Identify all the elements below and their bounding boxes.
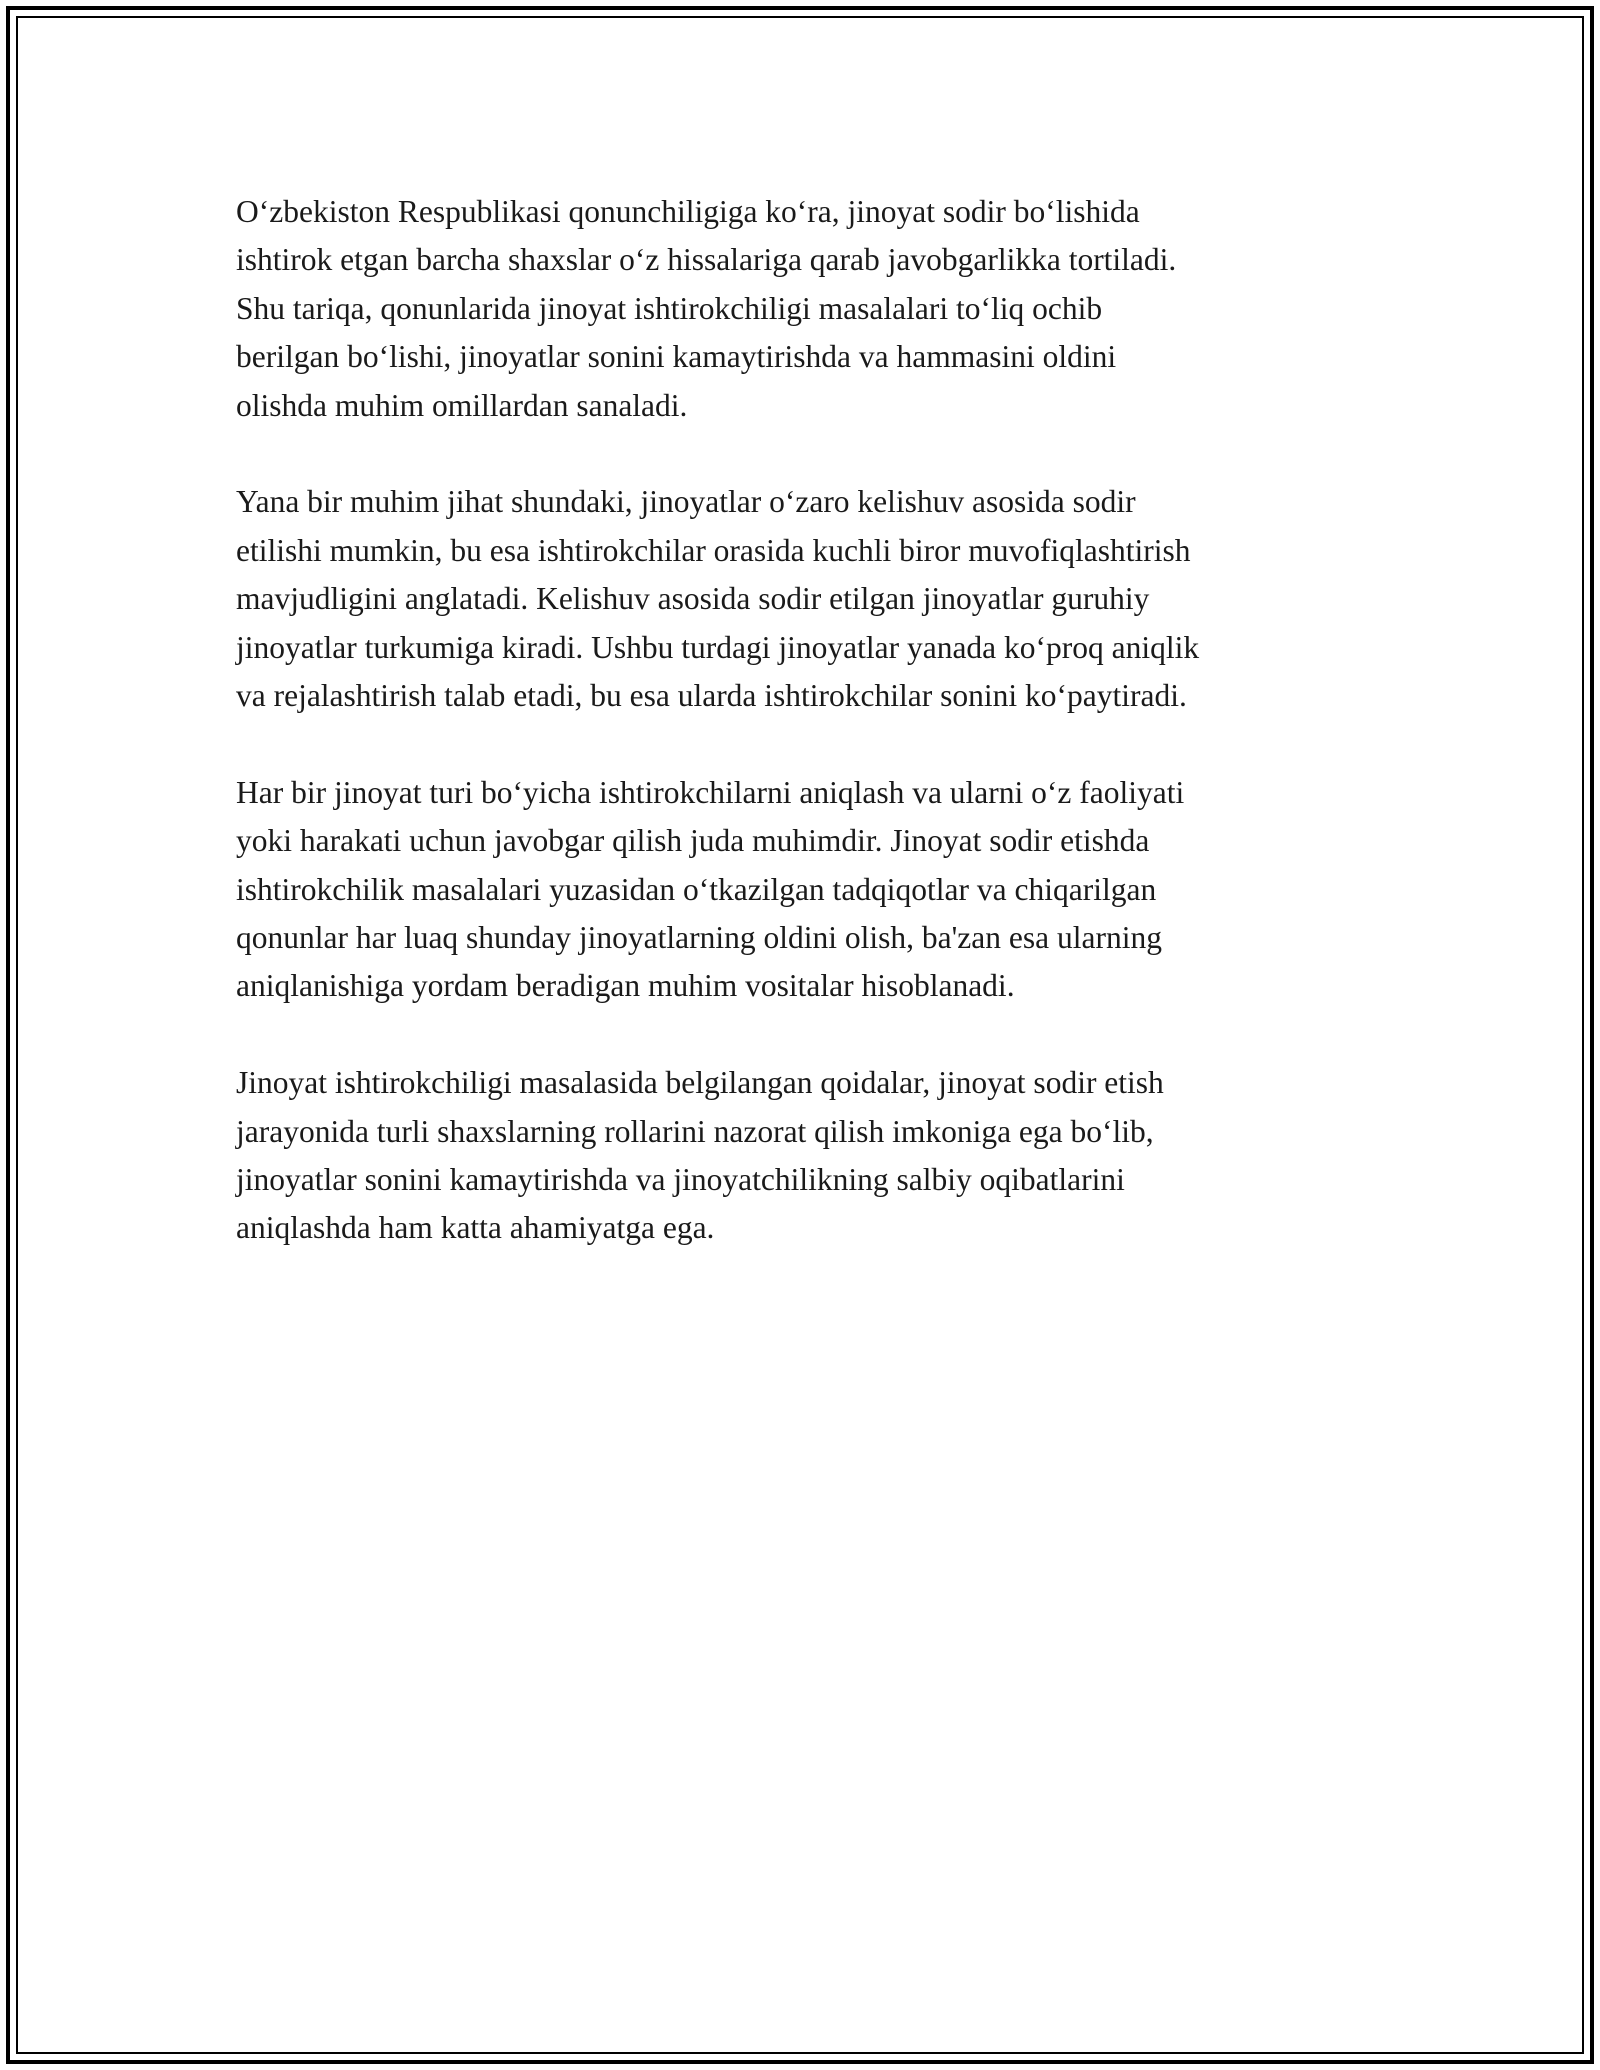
text-line: ishtirokchilik masalalari yuzasidan o‘tkazilgan tadqiqotlar va chiqarilgan (236, 871, 1157, 907)
text-line: jarayonida turli shaxslarning rollarini nazorat qilish imkoniga ega bo‘lib, (236, 1113, 1154, 1149)
text-line: yoki harakati uchun javobgar qilish juda muhimdir. Jinoyat sodir etishda (236, 823, 1150, 859)
text-line: Har bir jinoyat turi bo‘yicha ishtirokchilarni aniqlash va ularni o‘z faoliyati (236, 774, 1185, 810)
text-line: va rejalashtirish talab etadi, bu esa ularda ishtirokchilar sonini ko‘paytiradi. (236, 678, 1187, 714)
paragraph-4 (236, 1059, 1386, 1253)
text-line: olishda muhim omillardan sanaladi. (236, 387, 688, 423)
text-line: berilgan bo‘lishi, jinoyatlar sonini kamaytirishda va hammasini oldini (236, 339, 1117, 375)
text-line: Yana bir muhim jihat shundaki, jinoyatlar o‘zaro kelishuv asosida sodir (236, 484, 1136, 520)
text-line: aniqlanishiga yordam beradigan muhim vositalar hisoblanadi. (236, 968, 1015, 1004)
text-line: mavjudligini anglatadi. Kelishuv asosida sodir etilgan jinoyatlar guruhiy (236, 581, 1150, 617)
paragraph-1 (236, 188, 1386, 430)
text-line: Jinoyat ishtirokchiligi masalasida belgilangan qoidalar, jinoyat sodir etish (236, 1065, 1164, 1101)
text-line: etilishi mumkin, bu esa ishtirokchilar orasida kuchli biror muvofiqlashtirish (236, 532, 1191, 568)
text-line: O‘zbekiston Respublikasi qonunchiligiga ko‘ra, jinoyat sodir bo‘lishida (236, 194, 1140, 229)
paragraph-3 (236, 769, 1386, 1011)
text-line: jinoyatlar turkumiga kiradi. Ushbu turdagi jinoyatlar yanada ko‘proq aniqlik (236, 629, 1200, 665)
text-line: ishtirok etgan barcha shaxslar o‘z hissalariga qarab javobgarlikka tortiladi. (236, 242, 1177, 278)
document-body (236, 188, 1386, 1301)
text-line: aniqlashda ham katta ahamiyatga ega. (236, 1210, 715, 1246)
text-line: Shu tariqa, qonunlarida jinoyat ishtirokchiligi masalalari to‘liq ochib (236, 290, 1103, 326)
text-line: jinoyatlar sonini kamaytirishda va jinoyatchilikning salbiy oqibatlarini (236, 1162, 1125, 1198)
text-line: qonunlar har luaq shunday jinoyatlarning oldini olish, ba'zan esa ularning (236, 920, 1162, 956)
paragraph-2 (236, 478, 1386, 720)
